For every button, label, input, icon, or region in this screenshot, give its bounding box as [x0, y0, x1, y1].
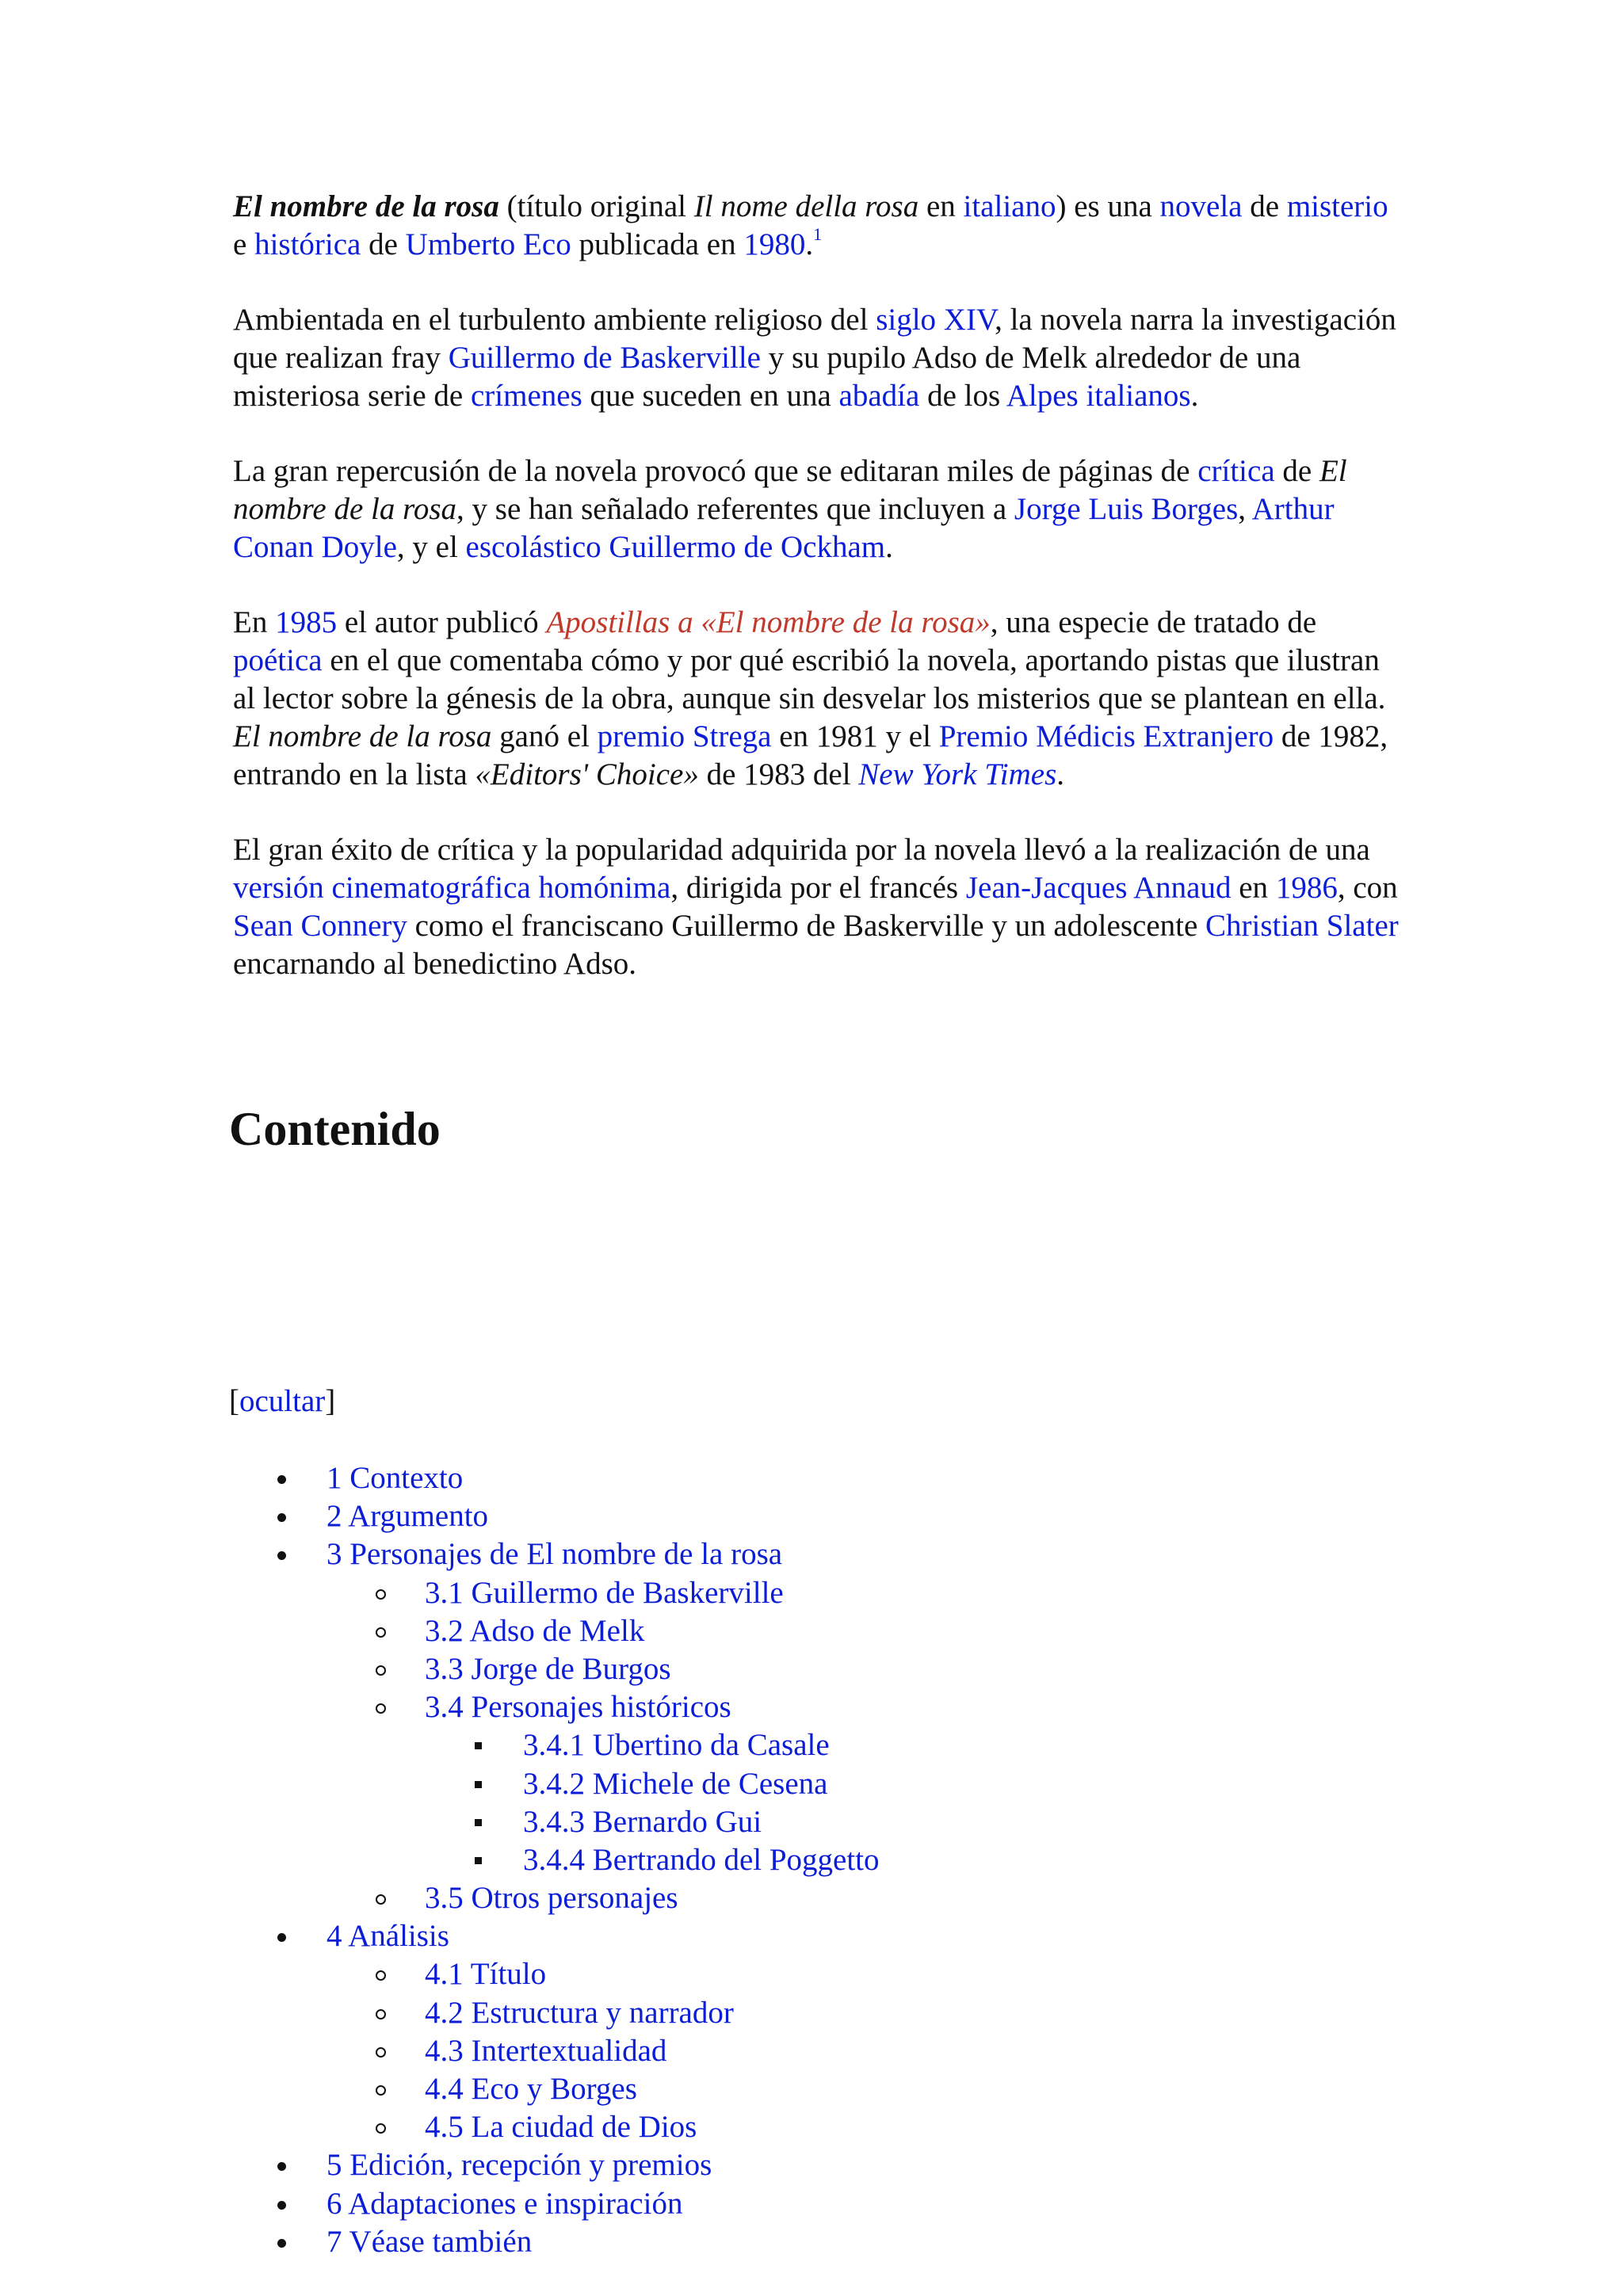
- bullet-square-icon: [475, 1819, 482, 1826]
- article-body: [229, 188, 1406, 2259]
- link-1986[interactable]: 1986: [1275, 871, 1338, 905]
- intro-paragraph: El nombre de la rosa (título original Il nome della rosa en italiano) es una novela de misterio e histórica de Umberto Eco publicada en 1980.$^1$: [233, 189, 1388, 261]
- link-jorge-luis-borges[interactable]: Jorge Luis Borges: [1014, 492, 1239, 526]
- link-premio-strega[interactable]: premio Strega: [597, 719, 772, 753]
- toc-link[interactable]: 3.1 Guillermo de Baskerville: [425, 1575, 784, 1610]
- toc-item: [233, 2223, 1342, 2261]
- toc-link[interactable]: 4.3 Intertextualidad: [425, 2033, 667, 2068]
- bullet-circle-icon: [376, 2009, 386, 2019]
- link-siglo-xiv[interactable]: siglo XIV: [876, 303, 995, 337]
- link-misterio[interactable]: misterio: [1286, 189, 1388, 223]
- toc-item: [233, 1765, 1342, 1803]
- link-critica[interactable]: crítica: [1197, 454, 1275, 488]
- setting-paragraph: Ambientada en el turbulento ambiente religioso del siglo XIV, la novela narra la investigación que realizan fray Guillermo de Baskerville y su pupilo Adso de Melk alrededor de una misteriosa serie de crímenes que suceden en una abadía de los Alpes italianos.: [233, 303, 1396, 413]
- toc-item: [233, 1459, 1342, 1497]
- film-paragraph: El gran éxito de crítica y la popularidad adquirida por la novela llevó a la realización de una versión cinematográfica homónima, dirigida por el francés Jean-Jacques Annaud en 1986, con Sean Connery como el franciscano Guillermo de Baskerville y un adolescente Christian Slater encarnando al benedictino Adso.: [233, 833, 1399, 981]
- toc-hide-link[interactable]: ocultar: [239, 1384, 326, 1418]
- toc-link[interactable]: 3.2 Adso de Melk: [425, 1613, 645, 1648]
- toc-link[interactable]: 3 Personajes de El nombre de la rosa: [327, 1537, 783, 1572]
- link-premio-medicis[interactable]: Premio Médicis Extranjero: [938, 719, 1274, 753]
- toc-link[interactable]: 5 Edición, recepción y premios: [327, 2148, 712, 2183]
- link-historica[interactable]: histórica: [254, 227, 361, 261]
- toc-item: [233, 1535, 1342, 1573]
- toc-link[interactable]: 3.5 Otros personajes: [425, 1881, 678, 1916]
- toc-link[interactable]: 6 Adaptaciones e inspiración: [327, 2186, 683, 2221]
- link-1980[interactable]: 1980: [743, 227, 806, 261]
- link-umberto-eco[interactable]: Umberto Eco: [405, 227, 571, 261]
- toc-item: [233, 2146, 1342, 2184]
- reception-paragraph: La gran repercusión de la novela provocó que se editaran miles de páginas de crítica de El nombre de la rosa, y se han señalado referentes que incluyen a Jorge Luis Borges, Arthur Conan Doyle, y el escolástico Guillermo de Ockham.: [233, 454, 1347, 564]
- toc-link[interactable]: 4.1 Título: [425, 1957, 547, 1992]
- toc-item: [233, 1574, 1342, 1612]
- bullet-square-icon: [475, 1742, 482, 1749]
- toc-item: [233, 1803, 1342, 1841]
- toc-link[interactable]: 3.4.1 Ubertino da Casale: [523, 1728, 830, 1763]
- novel-title: El nombre de la rosa: [233, 189, 499, 223]
- link-christian-slater[interactable]: Christian Slater: [1205, 909, 1399, 943]
- bullet-circle-icon: [376, 2047, 386, 2058]
- toc-list: [233, 1459, 1342, 2261]
- toc-link[interactable]: 4.4 Eco y Borges: [425, 2072, 637, 2106]
- toc-item: [233, 1650, 1342, 1688]
- bullet-disc-icon: [277, 2201, 286, 2210]
- toc-toggle: [ocultar]: [229, 1384, 336, 1418]
- link-sean-connery[interactable]: Sean Connery: [233, 909, 407, 943]
- link-version-cinematografica[interactable]: versión cinematográfica homónima: [233, 871, 671, 905]
- link-poetica[interactable]: poética: [233, 643, 323, 677]
- toc-link[interactable]: 3.4.4 Bertrando del Poggetto: [523, 1842, 880, 1877]
- link-guillermo-de-ockham[interactable]: Guillermo de Ockham: [609, 530, 886, 564]
- toc-link[interactable]: 4.5 La ciudad de Dios: [425, 2110, 697, 2145]
- toc-link[interactable]: 7 Véase también: [327, 2224, 533, 2259]
- toc-link[interactable]: 2 Argumento: [327, 1499, 489, 1534]
- link-apostillas[interactable]: Apostillas a «El nombre de la rosa»: [546, 605, 991, 639]
- toc-item: [233, 1955, 1342, 1993]
- bullet-disc-icon: [277, 2162, 286, 2171]
- toc-link[interactable]: 3.4.2 Michele de Cesena: [523, 1766, 828, 1801]
- link-arthur-conan-doyle[interactable]: Arthur Conan Doyle: [233, 492, 1335, 564]
- link-guillermo-de-baskerville[interactable]: Guillermo de Baskerville: [448, 341, 761, 375]
- toc-link[interactable]: 3.3 Jorge de Burgos: [425, 1651, 671, 1686]
- toc-item: [233, 1688, 1342, 1726]
- apostillas-paragraph: En 1985 el autor publicó Apostillas a «El nombre de la rosa», una especie de tratado de poética en el que comentaba cómo y por qué escribió la novela, aportando pistas que ilustran al lector sobre la génesis de la obra, aunque sin desvelar los misterios que se plantean en ella. El nombre de la rosa ganó el premio Strega en 1981 y el Premio Médicis Extranjero de 1982, entrando en la lista «Editors' Choice» de 1983 del New York Times.: [233, 605, 1388, 791]
- link-alpes-italianos[interactable]: Alpes italianos: [1006, 379, 1191, 413]
- toc-item: [233, 2185, 1342, 2223]
- bullet-circle-icon: [376, 1627, 386, 1638]
- bullet-disc-icon: [277, 1933, 286, 1942]
- toc-link[interactable]: 1 Contexto: [327, 1461, 464, 1495]
- toc-item: [233, 1726, 1342, 1764]
- toc-item: [233, 1917, 1342, 1955]
- toc-link[interactable]: 4 Análisis: [327, 1919, 449, 1954]
- link-italiano[interactable]: italiano: [963, 189, 1056, 223]
- bullet-circle-icon: [376, 2123, 386, 2134]
- bullet-circle-icon: [376, 1703, 386, 1714]
- toc-item: [233, 2108, 1342, 2146]
- bullet-disc-icon: [277, 1551, 286, 1560]
- bullet-circle-icon: [376, 1894, 386, 1905]
- toc-item: [233, 2070, 1342, 2108]
- bullet-disc-icon: [277, 1475, 286, 1484]
- link-new-york-times[interactable]: New York Times: [858, 757, 1057, 791]
- toc-item: [233, 1994, 1342, 2032]
- reference-link[interactable]: 1: [813, 224, 823, 244]
- toc-link[interactable]: 3.4 Personajes históricos: [425, 1690, 731, 1725]
- bullet-circle-icon: [376, 1589, 386, 1600]
- link-novela[interactable]: novela: [1159, 189, 1243, 223]
- bullet-square-icon: [475, 1781, 482, 1788]
- toc-item: [233, 1841, 1342, 1879]
- toc-item: [233, 2032, 1342, 2070]
- link-escolastico[interactable]: escolástico: [465, 530, 601, 564]
- toc-heading: Contenido: [229, 1103, 441, 1155]
- bullet-circle-icon: [376, 1970, 386, 1981]
- toc-link[interactable]: 4.2 Estructura y narrador: [425, 1995, 734, 2030]
- bullet-disc-icon: [277, 2239, 286, 2248]
- toc-item: [233, 1612, 1342, 1650]
- bullet-square-icon: [475, 1857, 482, 1864]
- link-abadia[interactable]: abadía: [838, 379, 920, 413]
- link-crimenes[interactable]: crímenes: [470, 379, 582, 413]
- toc-item: [233, 1879, 1342, 1917]
- bullet-circle-icon: [376, 1665, 386, 1676]
- toc-link[interactable]: 3.4.3 Bernardo Gui: [523, 1804, 762, 1839]
- link-jean-jacques-annaud[interactable]: Jean-Jacques Annaud: [965, 871, 1232, 905]
- toc-item: [233, 1497, 1342, 1535]
- bullet-circle-icon: [376, 2085, 386, 2096]
- bullet-disc-icon: [277, 1513, 286, 1522]
- link-1985[interactable]: 1985: [275, 605, 338, 639]
